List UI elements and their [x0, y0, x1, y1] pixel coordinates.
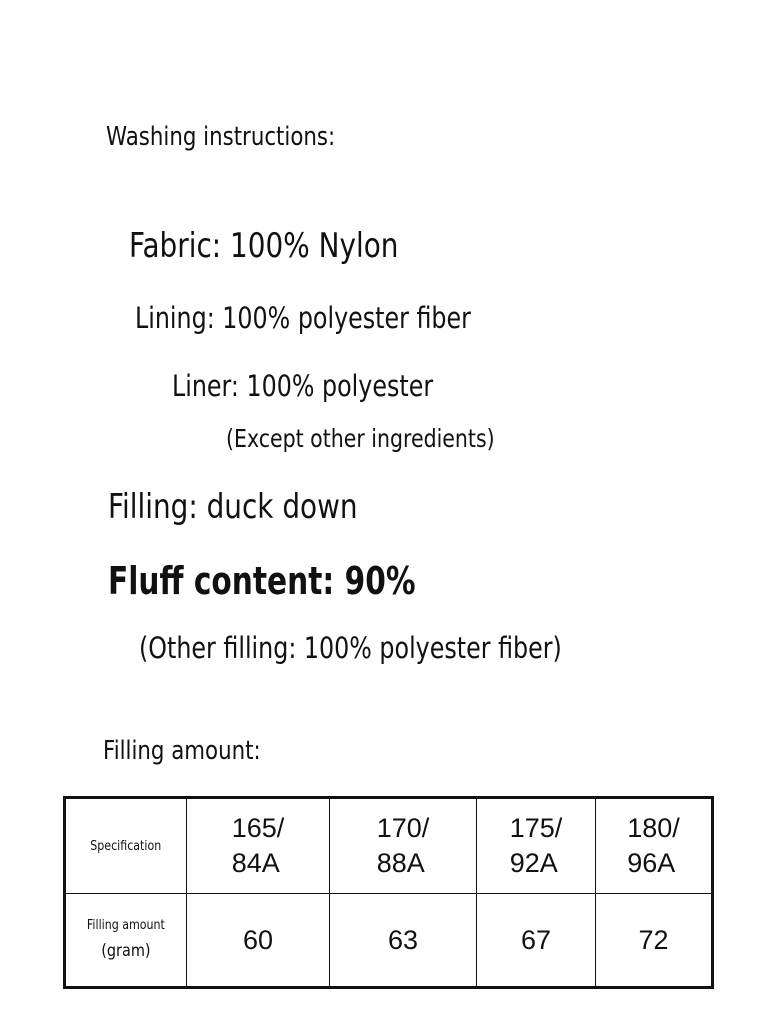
size-cell [477, 798, 596, 894]
fabric-composition: Fabric: 100% Nylon [129, 226, 399, 266]
other-filling-note: (Other filling: 100% polyester fiber) [139, 631, 562, 665]
amount-cell [187, 894, 330, 988]
amount-value: 63 [387, 924, 419, 955]
amount-cell [477, 894, 596, 988]
amount-cell [596, 894, 713, 988]
size-cell [596, 798, 713, 894]
size-line2: 88A [376, 848, 425, 878]
liner-composition: Liner: 100% polyester [172, 369, 434, 403]
filling-amount-unit: (gram) [101, 941, 151, 962]
size-line1: 175/ [509, 813, 563, 844]
table-row [65, 798, 713, 894]
filling-amount-label: Filling amount [86, 917, 165, 933]
size-line2: 92A [509, 848, 558, 878]
size-line1: 180/ [627, 813, 680, 844]
filling-amount-table [63, 796, 714, 989]
filling-amount-header-cell [65, 894, 187, 988]
amount-value: 72 [638, 924, 669, 955]
size-line1: 170/ [376, 813, 430, 844]
amount-value: 60 [242, 924, 274, 955]
amount-value: 67 [520, 924, 552, 955]
specification-label: Specification [90, 838, 162, 854]
size-line1: 165/ [231, 813, 285, 844]
washing-instructions-heading: Washing instructions: [106, 122, 336, 152]
filling-amount-heading: Filling amount: [103, 736, 261, 766]
specification-header-cell [65, 798, 187, 894]
lining-composition: Lining: 100% polyester fiber [135, 301, 471, 335]
size-cell [330, 798, 477, 894]
size-cell [187, 798, 330, 894]
size-line2: 84A [231, 848, 280, 878]
except-note: (Except other ingredients) [226, 424, 495, 453]
size-line2: 96A [627, 848, 676, 878]
table-row [65, 894, 713, 988]
filling-type: Filling: duck down [108, 487, 358, 527]
amount-cell [330, 894, 477, 988]
fluff-content: Fluff content: 90% [108, 559, 416, 603]
